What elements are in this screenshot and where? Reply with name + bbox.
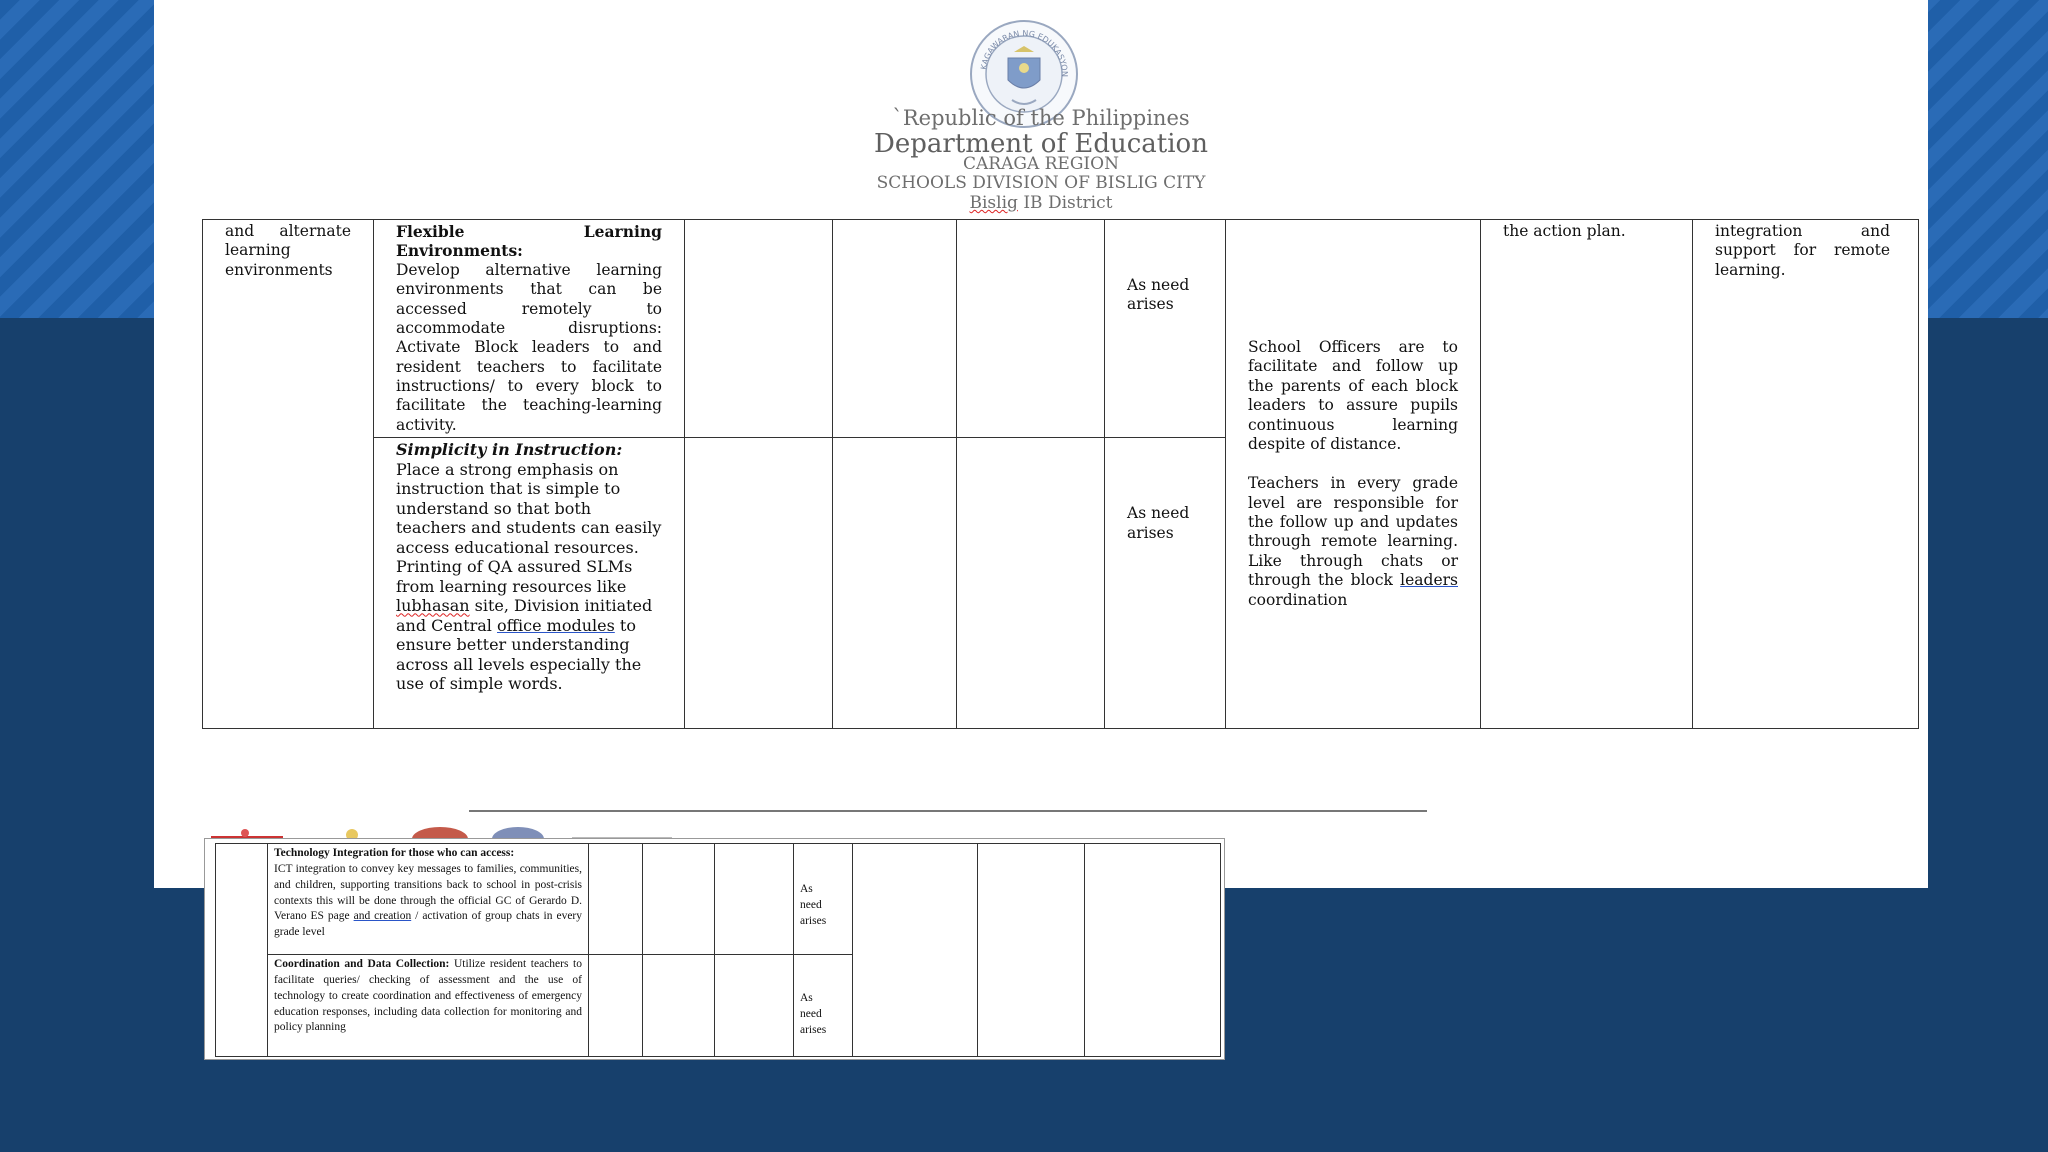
flexible-learning-body: Develop alternative learning environments that can be accessed remotely to accommodate disruptions: Activate Block leaders to and resident teachers to facilitate instructions/ to every block to facilitate the teaching-learning activity. <box>396 260 662 434</box>
responsible-teachers-text: Teachers in every grade level are responsible for the follow up and updates through remote learning. Like through chats or through the block <box>1248 474 1458 590</box>
table-cell-empty <box>216 844 268 1057</box>
and-creation-link: and creation <box>353 910 412 923</box>
table-row <box>216 844 1221 955</box>
table-cell-timeline: As need arises <box>794 844 853 955</box>
seal-text: KAGAWARAN NG EDUKASYON <box>979 28 1070 77</box>
table-cell-empty <box>715 844 794 955</box>
inset-document-page <box>204 838 1225 1060</box>
table-cell-support: integration and support for remote learning. <box>1693 220 1919 729</box>
division-heading: SCHOOLS DIVISION OF BISLIG CITY <box>876 173 1206 193</box>
table-cell-empty <box>715 955 794 1057</box>
table-cell-flexible-learning <box>374 220 685 438</box>
responsible-school-officers: School Officers are to facilitate and follow up the parents of each block leaders to assure pupils continuous learning despite of distance. <box>1248 338 1458 453</box>
simplicity-text-3: to ensure better understanding across all levels especially the use of simple words. <box>396 615 642 694</box>
footer-divider-line <box>469 810 1427 812</box>
coordination-title: Coordination and Data Collection: <box>274 958 450 970</box>
footer-seals-faint <box>322 824 672 836</box>
table-cell-area: and alternate learning environments <box>203 220 374 729</box>
table-cell-timeline: As need arises <box>1105 220 1226 438</box>
flexible-learning-title: Flexible Learning Environments: <box>396 222 662 261</box>
simplicity-body <box>396 460 662 694</box>
inset-action-table <box>215 843 1221 1057</box>
table-cell-empty <box>957 220 1105 438</box>
table-cell-empty <box>685 438 833 729</box>
coordination-body: Utilize resident teachers to facilitate queries/ checking of assessment and the use of technology to create coordination and effectiveness of emergency education responses, including data collection for monitoring and policy planning <box>274 958 582 1034</box>
table-cell-empty <box>957 438 1105 729</box>
table-cell-empty <box>833 438 957 729</box>
responsible-teachers <box>1248 474 1458 610</box>
table-cell-action-plan: the action plan. <box>1481 220 1693 729</box>
region-heading: CARAGA REGION <box>963 154 1119 174</box>
technology-integration-title: Technology Integration for those who can access: <box>274 847 515 859</box>
table-cell-empty <box>978 844 1085 1057</box>
table-cell-simplicity <box>374 438 685 729</box>
republic-heading: `Republic of the Philippines <box>892 106 1190 130</box>
table-cell-empty <box>833 220 957 438</box>
action-plan-table <box>202 219 1919 729</box>
table-cell-empty <box>589 955 643 1057</box>
table-cell-empty <box>853 844 978 1057</box>
table-cell-empty <box>685 220 833 438</box>
office-modules-link: office modules <box>497 615 615 635</box>
table-row <box>203 220 1919 438</box>
simplicity-text-2: site, Division initiated and Central <box>396 596 653 635</box>
simplicity-text-1: Place a strong emphasis on instruction that is simple to understand so that both teachers and students can easily access educational resources. Printing of QA assured SLMs from learning resources like <box>396 459 662 596</box>
district-heading <box>154 195 1928 212</box>
footer-logos-faint <box>211 824 283 836</box>
table-cell-empty <box>1085 844 1221 1057</box>
table-cell-technology-integration <box>268 844 589 955</box>
table-cell-responsible <box>1226 220 1481 729</box>
table-cell-coordination <box>268 955 589 1057</box>
document-header <box>154 0 1928 220</box>
table-cell-empty <box>643 844 715 955</box>
department-heading: Department of Education <box>874 129 1208 159</box>
technology-integration-body <box>274 862 582 941</box>
simplicity-title: Simplicity in Instruction: <box>396 440 623 460</box>
responsible-teachers-tail: coordination <box>1248 590 1348 609</box>
table-cell-timeline: As need arises <box>794 955 853 1057</box>
lubhasan-link: lubhasan <box>396 596 470 616</box>
district-name: Bislig <box>969 193 1018 213</box>
tech-text-2: / activation of group chats in every grade level <box>274 910 583 939</box>
table-cell-empty <box>589 844 643 955</box>
table-cell-timeline: As need arises <box>1105 438 1226 729</box>
district-suffix: IB District <box>1017 193 1113 213</box>
tech-text-1: ICT integration to convey key messages to families, communities, and children, supporting transitions back to school in post-crisis contexts this will be done through the official GC of Gerardo D. Verano ES page <box>274 862 582 923</box>
table-cell-empty <box>643 955 715 1057</box>
block-leaders-link: leaders <box>1400 571 1458 590</box>
